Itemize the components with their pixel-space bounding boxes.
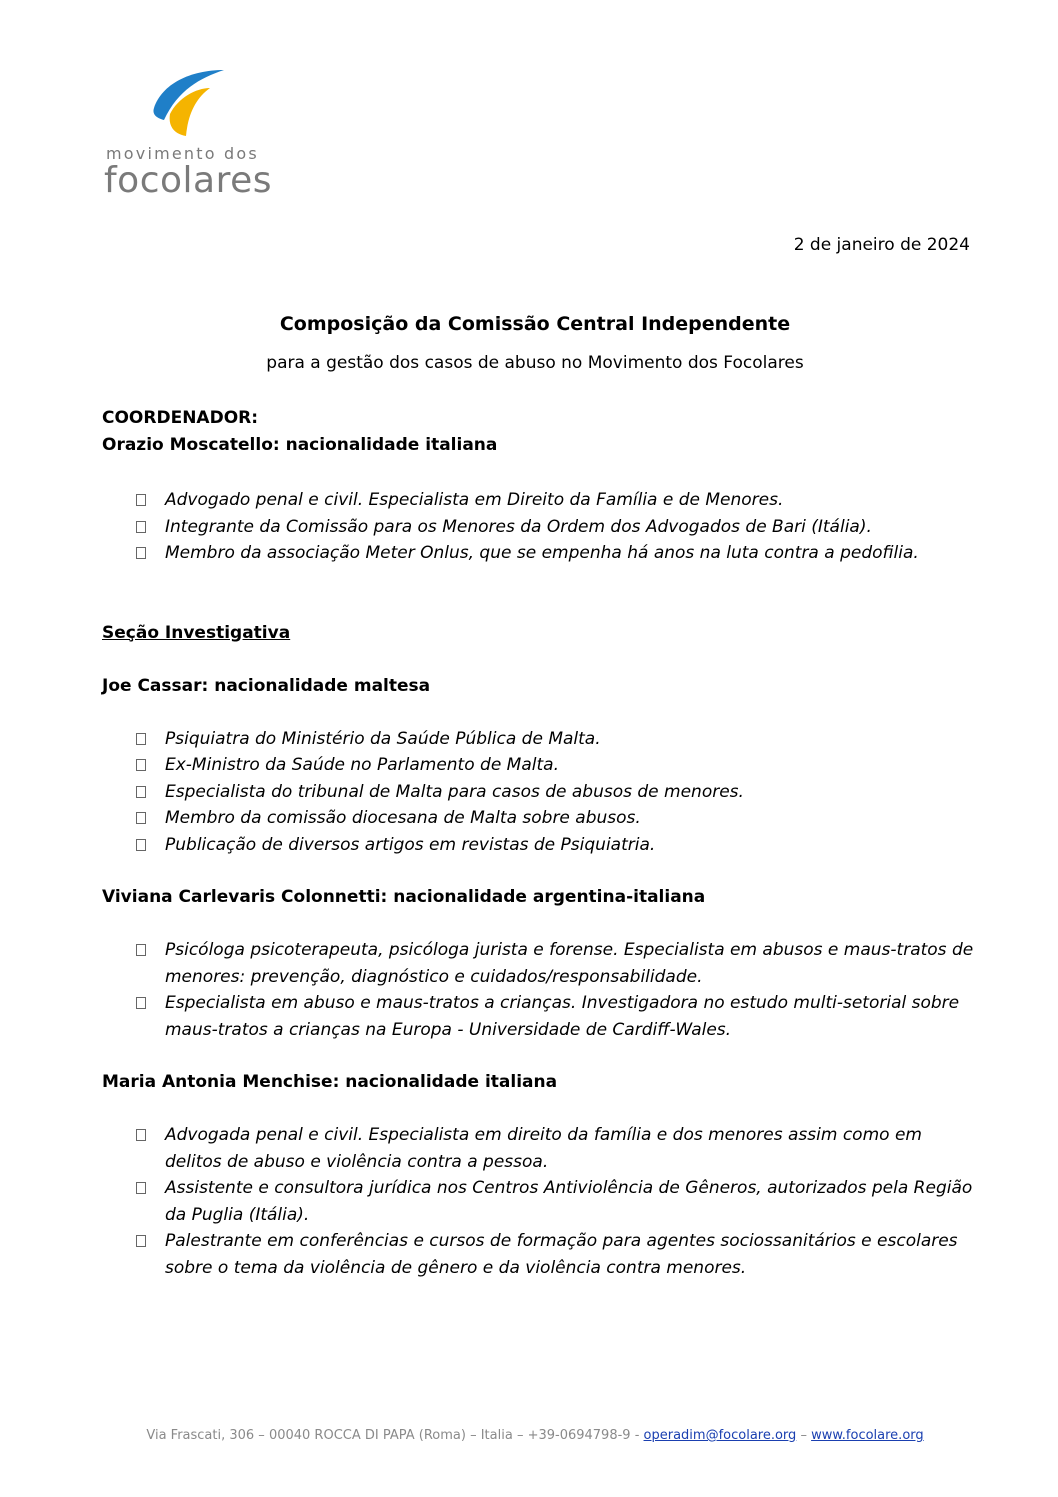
bullet-icon: [136, 521, 146, 533]
focolares-logo: [104, 68, 284, 203]
bullet-icon: [136, 944, 146, 956]
list-item: Palestrante em conferências e cursos de formação para agentes sociossanitários e escolares sobre o tema da violência de gênero e da violência contra menores.: [102, 1228, 982, 1281]
member-name: Joe Cassar: nacionalidade maltesa: [102, 675, 431, 696]
list-item: Advogado penal e civil. Especialista em Direito da Família e de Menores.: [102, 487, 982, 514]
list-item: Especialista do tribunal de Malta para casos de abusos de menores.: [102, 779, 982, 806]
bullet-icon: [136, 1129, 146, 1141]
list-item: Membro da comissão diocesana de Malta sobre abusos.: [102, 805, 982, 832]
footer-email-link[interactable]: operadim@focolare.org: [643, 1428, 797, 1443]
focolares-logo-mark: [148, 68, 228, 140]
document-date: 2 de janeiro de 2024: [793, 235, 970, 255]
list-item: Assistente e consultora jurídica nos Centros Antiviolência de Gêneros, autorizados pela Região da Puglia (Itália).: [102, 1175, 982, 1228]
list-item: Publicação de diversos artigos em revistas de Psiquiatria.: [102, 832, 982, 859]
footer-website-link[interactable]: www.focolare.org: [811, 1428, 924, 1443]
member-list: [102, 937, 982, 1043]
bullet-icon: [136, 812, 146, 824]
logo-text-large: focolares: [104, 160, 272, 201]
logo-text-small: movimento dos: [106, 144, 259, 163]
coordinator-heading: COORDENADOR:: [102, 408, 259, 428]
list-item: Ex-Ministro da Saúde no Parlamento de Malta.: [102, 752, 982, 779]
bullet-icon: [136, 1182, 146, 1194]
document-title: Composição da Comissão Central Independente: [279, 313, 791, 335]
document-body: [102, 405, 982, 1281]
bullet-icon: [136, 733, 146, 745]
section-heading: Seção Investigativa: [102, 622, 291, 643]
footer-address: Via Frascati, 306 – 00040 ROCCA DI PAPA (Roma) – Italia – +39-0694798-9 -: [146, 1428, 640, 1443]
list-item: Psiquiatra do Ministério da Saúde Pública de Malta.: [102, 726, 982, 753]
coordinator-name: Orazio Moscatello: nacionalidade italiana: [102, 435, 498, 455]
bullet-icon: [136, 1235, 146, 1247]
list-item: Membro da associação Meter Onlus, que se empenha há anos na luta contra a pedofilia.: [102, 540, 982, 567]
list-item: Psicóloga psicoterapeuta, psicóloga jurista e forense. Especialista em abusos e maus-tratos de menores: prevenção, diagnóstico e cuidados/responsabilidade.: [102, 937, 982, 990]
member-name: Maria Antonia Menchise: nacionalidade italiana: [102, 1072, 558, 1092]
list-item: Advogada penal e civil. Especialista em direito da família e dos menores assim como em delitos de abuso e violência contra a pessoa.: [102, 1122, 982, 1175]
member-name: Viviana Carlevaris Colonnetti: nacionalidade argentina-italiana: [102, 887, 706, 907]
list-item: Especialista em abuso e maus-tratos a crianças. Investigadora no estudo multi-setorial sobre maus-tratos a crianças na Europa - Universidade de Cardiff-Wales.: [102, 990, 982, 1043]
bullet-icon: [136, 494, 146, 506]
list-item: Integrante da Comissão para os Menores da Ordem dos Advogados de Bari (Itália).: [102, 514, 982, 541]
page-footer: [0, 1428, 1058, 1443]
member-list: [102, 726, 982, 859]
bullet-icon: [136, 759, 146, 771]
bullet-icon: [136, 786, 146, 798]
bullet-icon: [136, 839, 146, 851]
member-list: [102, 1122, 982, 1281]
document-subtitle: para a gestão dos casos de abuso no Movimento dos Focolares: [266, 353, 804, 373]
bullet-icon: [136, 547, 146, 559]
coordinator-list: [102, 487, 982, 567]
footer-separator: –: [800, 1428, 807, 1443]
bullet-icon: [136, 997, 146, 1009]
